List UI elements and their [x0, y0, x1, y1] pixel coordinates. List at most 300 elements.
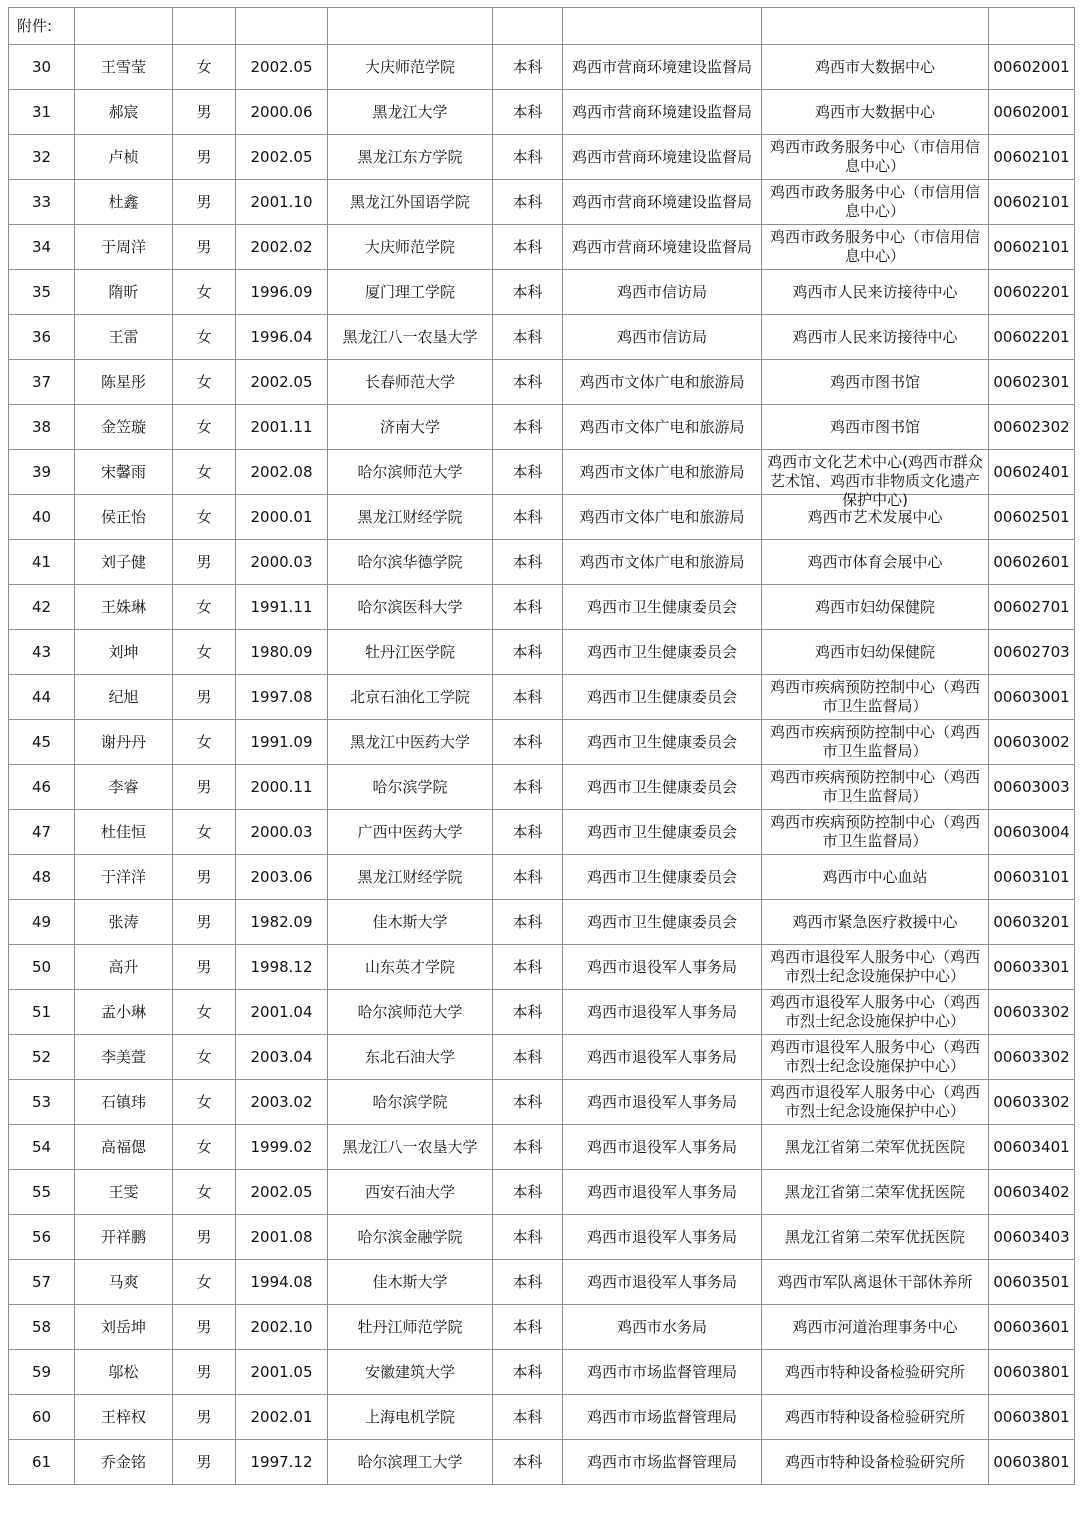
cell-position-code: 00603501 — [989, 1260, 1075, 1305]
cell-name: 侯正怡 — [75, 495, 173, 540]
cell-unit — [762, 1260, 989, 1305]
cell-index: 40 — [9, 495, 75, 540]
cell-gender: 女 — [173, 1035, 236, 1080]
cell-index: 46 — [9, 765, 75, 810]
cell-position-code: 00603801 — [989, 1350, 1075, 1395]
cell-position-code: 00602101 — [989, 135, 1075, 180]
cell-gender: 女 — [173, 270, 236, 315]
table-row — [9, 1080, 1075, 1125]
table-row — [9, 405, 1075, 450]
table-row — [9, 540, 1075, 585]
cell-degree: 本科 — [493, 1035, 563, 1080]
cell-school: 哈尔滨师范大学 — [328, 450, 493, 495]
cell-degree: 本科 — [493, 1395, 563, 1440]
cell-gender: 女 — [173, 315, 236, 360]
cell-gender: 男 — [173, 1395, 236, 1440]
cell-school: 哈尔滨华德学院 — [328, 540, 493, 585]
cell-unit — [762, 585, 989, 630]
cell-birth: 2001.10 — [236, 180, 328, 225]
table-row — [9, 810, 1075, 855]
cell-unit-text: 鸡西市退役军人服务中心（鸡西市烈士纪念设施保护中心） — [769, 1038, 980, 1075]
cell-index: 47 — [9, 810, 75, 855]
cell-department: 鸡西市卫生健康委员会 — [563, 630, 762, 675]
empty-cell — [989, 8, 1075, 45]
cell-index: 49 — [9, 900, 75, 945]
cell-position-code: 00602101 — [989, 180, 1075, 225]
cell-department: 鸡西市卫生健康委员会 — [563, 585, 762, 630]
cell-school: 大庆师范学院 — [328, 45, 493, 90]
cell-name: 宋馨雨 — [75, 450, 173, 495]
cell-birth: 2002.05 — [236, 45, 328, 90]
cell-name: 开祥鹏 — [75, 1215, 173, 1260]
cell-gender: 男 — [173, 1440, 236, 1485]
cell-degree: 本科 — [493, 810, 563, 855]
cell-department: 鸡西市营商环境建设监督局 — [563, 135, 762, 180]
cell-position-code: 00602401 — [989, 450, 1075, 495]
cell-position-code: 00602703 — [989, 630, 1075, 675]
cell-unit — [762, 855, 989, 900]
cell-unit-text: 鸡西市妇幼保健院 — [814, 597, 935, 616]
cell-school: 哈尔滨医科大学 — [328, 585, 493, 630]
cell-index: 38 — [9, 405, 75, 450]
cell-birth: 2000.01 — [236, 495, 328, 540]
cell-school: 大庆师范学院 — [328, 225, 493, 270]
cell-degree: 本科 — [493, 45, 563, 90]
cell-name: 乔金铭 — [75, 1440, 173, 1485]
cell-school: 黑龙江八一农垦大学 — [328, 315, 493, 360]
empty-cell — [236, 8, 328, 45]
cell-gender: 女 — [173, 1170, 236, 1215]
cell-name: 马爽 — [75, 1260, 173, 1305]
cell-degree: 本科 — [493, 1260, 563, 1305]
cell-birth: 1980.09 — [236, 630, 328, 675]
cell-index: 34 — [9, 225, 75, 270]
cell-position-code: 00602601 — [989, 540, 1075, 585]
cell-name: 隋昕 — [75, 270, 173, 315]
cell-unit-text: 鸡西市疾病预防控制中心（鸡西市卫生监督局） — [769, 723, 980, 760]
table-row — [9, 450, 1075, 495]
cell-position-code: 00603601 — [989, 1305, 1075, 1350]
cell-school: 上海电机学院 — [328, 1395, 493, 1440]
cell-birth: 1996.09 — [236, 270, 328, 315]
cell-position-code: 00603004 — [989, 810, 1075, 855]
cell-name: 卢桢 — [75, 135, 173, 180]
table-row — [9, 1350, 1075, 1395]
table-row — [9, 1215, 1075, 1260]
cell-department: 鸡西市文体广电和旅游局 — [563, 540, 762, 585]
cell-school: 哈尔滨理工大学 — [328, 1440, 493, 1485]
cell-unit-text: 鸡西市政务服务中心（市信用信息中心） — [769, 228, 980, 265]
cell-degree: 本科 — [493, 855, 563, 900]
attachment-row — [9, 8, 1075, 45]
cell-degree: 本科 — [493, 1080, 563, 1125]
cell-position-code: 00603201 — [989, 900, 1075, 945]
cell-index: 53 — [9, 1080, 75, 1125]
cell-birth: 2002.05 — [236, 135, 328, 180]
cell-gender: 男 — [173, 135, 236, 180]
cell-name: 金笠璇 — [75, 405, 173, 450]
cell-school: 黑龙江财经学院 — [328, 495, 493, 540]
cell-department: 鸡西市退役军人事务局 — [563, 1215, 762, 1260]
cell-degree: 本科 — [493, 585, 563, 630]
cell-index: 32 — [9, 135, 75, 180]
cell-unit — [762, 990, 989, 1035]
cell-unit — [762, 135, 989, 180]
cell-degree: 本科 — [493, 900, 563, 945]
cell-gender: 女 — [173, 585, 236, 630]
cell-gender: 男 — [173, 1350, 236, 1395]
table-row — [9, 135, 1075, 180]
cell-unit-text: 鸡西市人民来访接待中心 — [792, 282, 958, 301]
cell-position-code: 00602501 — [989, 495, 1075, 540]
cell-unit-text: 鸡西市疾病预防控制中心（鸡西市卫生监督局） — [769, 768, 980, 805]
cell-index: 58 — [9, 1305, 75, 1350]
cell-position-code: 00603302 — [989, 990, 1075, 1035]
cell-school: 黑龙江财经学院 — [328, 855, 493, 900]
cell-birth: 1999.02 — [236, 1125, 328, 1170]
table-row — [9, 1305, 1075, 1350]
empty-cell — [328, 8, 493, 45]
cell-gender: 男 — [173, 540, 236, 585]
cell-name: 郝宸 — [75, 90, 173, 135]
cell-position-code: 00603801 — [989, 1395, 1075, 1440]
table-row — [9, 945, 1075, 990]
cell-index: 55 — [9, 1170, 75, 1215]
cell-unit — [762, 1350, 989, 1395]
table-row — [9, 495, 1075, 540]
cell-index: 39 — [9, 450, 75, 495]
cell-unit — [762, 315, 989, 360]
cell-unit — [762, 810, 989, 855]
cell-name: 纪旭 — [75, 675, 173, 720]
cell-department: 鸡西市营商环境建设监督局 — [563, 90, 762, 135]
cell-school: 安徽建筑大学 — [328, 1350, 493, 1395]
cell-school: 西安石油大学 — [328, 1170, 493, 1215]
cell-degree: 本科 — [493, 180, 563, 225]
cell-gender: 男 — [173, 900, 236, 945]
cell-unit — [762, 1440, 989, 1485]
cell-birth: 2001.08 — [236, 1215, 328, 1260]
table-row — [9, 1125, 1075, 1170]
cell-position-code: 00603402 — [989, 1170, 1075, 1215]
cell-degree: 本科 — [493, 1305, 563, 1350]
cell-school: 黑龙江中医药大学 — [328, 720, 493, 765]
empty-cell — [493, 8, 563, 45]
cell-unit — [762, 1395, 989, 1440]
cell-school: 山东英才学院 — [328, 945, 493, 990]
cell-unit-text: 鸡西市特种设备检验研究所 — [784, 1407, 965, 1426]
cell-department: 鸡西市市场监督管理局 — [563, 1440, 762, 1485]
cell-degree: 本科 — [493, 1170, 563, 1215]
cell-degree: 本科 — [493, 630, 563, 675]
cell-department: 鸡西市水务局 — [563, 1305, 762, 1350]
table-row — [9, 1395, 1075, 1440]
table-row — [9, 225, 1075, 270]
cell-name: 李美萱 — [75, 1035, 173, 1080]
cell-department: 鸡西市文体广电和旅游局 — [563, 450, 762, 495]
cell-index: 30 — [9, 45, 75, 90]
cell-degree: 本科 — [493, 1125, 563, 1170]
cell-index: 35 — [9, 270, 75, 315]
table-row — [9, 180, 1075, 225]
cell-unit — [762, 900, 989, 945]
cell-degree: 本科 — [493, 675, 563, 720]
cell-index: 41 — [9, 540, 75, 585]
cell-gender: 男 — [173, 765, 236, 810]
empty-cell — [762, 8, 989, 45]
cell-school: 东北石油大学 — [328, 1035, 493, 1080]
cell-index: 57 — [9, 1260, 75, 1305]
cell-department: 鸡西市卫生健康委员会 — [563, 675, 762, 720]
cell-index: 33 — [9, 180, 75, 225]
cell-position-code: 00603002 — [989, 720, 1075, 765]
cell-name: 杜鑫 — [75, 180, 173, 225]
cell-position-code: 00602101 — [989, 225, 1075, 270]
cell-unit — [762, 1080, 989, 1125]
cell-name: 王雯 — [75, 1170, 173, 1215]
cell-position-code: 00603301 — [989, 945, 1075, 990]
cell-school: 黑龙江大学 — [328, 90, 493, 135]
cell-department: 鸡西市退役军人事务局 — [563, 1080, 762, 1125]
cell-name: 邬松 — [75, 1350, 173, 1395]
cell-index: 37 — [9, 360, 75, 405]
cell-unit-text: 鸡西市特种设备检验研究所 — [784, 1362, 965, 1381]
cell-school: 哈尔滨学院 — [328, 765, 493, 810]
cell-position-code: 00603801 — [989, 1440, 1075, 1485]
cell-position-code: 00602001 — [989, 45, 1075, 90]
cell-name: 高福偲 — [75, 1125, 173, 1170]
cell-position-code: 00603001 — [989, 675, 1075, 720]
cell-degree: 本科 — [493, 360, 563, 405]
table-row — [9, 1035, 1075, 1080]
cell-school: 牡丹江医学院 — [328, 630, 493, 675]
cell-unit-text: 鸡西市图书馆 — [829, 372, 920, 391]
cell-unit — [762, 720, 989, 765]
cell-unit — [762, 360, 989, 405]
cell-school: 佳木斯大学 — [328, 900, 493, 945]
cell-unit — [762, 765, 989, 810]
cell-name: 于洋洋 — [75, 855, 173, 900]
cell-gender: 女 — [173, 495, 236, 540]
cell-birth: 1997.08 — [236, 675, 328, 720]
cell-position-code: 00603403 — [989, 1215, 1075, 1260]
cell-birth: 2003.02 — [236, 1080, 328, 1125]
cell-unit-text: 鸡西市图书馆 — [829, 417, 920, 436]
cell-department: 鸡西市文体广电和旅游局 — [563, 405, 762, 450]
roster-body — [9, 8, 1075, 1485]
table-row — [9, 720, 1075, 765]
cell-unit-text: 鸡西市疾病预防控制中心（鸡西市卫生监督局） — [769, 678, 980, 715]
cell-degree: 本科 — [493, 945, 563, 990]
table-row — [9, 45, 1075, 90]
cell-school: 哈尔滨学院 — [328, 1080, 493, 1125]
cell-school: 北京石油化工学院 — [328, 675, 493, 720]
cell-gender: 女 — [173, 450, 236, 495]
cell-gender: 女 — [173, 1260, 236, 1305]
cell-gender: 男 — [173, 1305, 236, 1350]
cell-index: 52 — [9, 1035, 75, 1080]
cell-school: 黑龙江东方学院 — [328, 135, 493, 180]
cell-gender: 男 — [173, 855, 236, 900]
cell-index: 51 — [9, 990, 75, 1035]
cell-name: 张涛 — [75, 900, 173, 945]
cell-birth: 1996.04 — [236, 315, 328, 360]
cell-birth: 1991.11 — [236, 585, 328, 630]
cell-gender: 女 — [173, 810, 236, 855]
cell-school: 济南大学 — [328, 405, 493, 450]
cell-department: 鸡西市卫生健康委员会 — [563, 720, 762, 765]
cell-department: 鸡西市退役军人事务局 — [563, 1035, 762, 1080]
cell-name: 王雷 — [75, 315, 173, 360]
attachment-label: 附件: — [9, 8, 75, 45]
cell-index: 60 — [9, 1395, 75, 1440]
empty-cell — [563, 8, 762, 45]
cell-index: 43 — [9, 630, 75, 675]
cell-unit — [762, 1125, 989, 1170]
cell-department: 鸡西市信访局 — [563, 315, 762, 360]
cell-degree: 本科 — [493, 90, 563, 135]
cell-unit — [762, 675, 989, 720]
cell-unit — [762, 630, 989, 675]
cell-index: 45 — [9, 720, 75, 765]
cell-department: 鸡西市营商环境建设监督局 — [563, 180, 762, 225]
empty-cell — [173, 8, 236, 45]
cell-birth: 2003.06 — [236, 855, 328, 900]
cell-gender: 男 — [173, 945, 236, 990]
cell-department: 鸡西市市场监督管理局 — [563, 1395, 762, 1440]
cell-birth: 2002.05 — [236, 1170, 328, 1215]
cell-gender: 男 — [173, 675, 236, 720]
cell-birth: 2002.01 — [236, 1395, 328, 1440]
cell-index: 61 — [9, 1440, 75, 1485]
cell-gender: 男 — [173, 90, 236, 135]
cell-department: 鸡西市退役军人事务局 — [563, 990, 762, 1035]
cell-department: 鸡西市卫生健康委员会 — [563, 810, 762, 855]
cell-gender: 女 — [173, 1080, 236, 1125]
cell-name: 谢丹丹 — [75, 720, 173, 765]
cell-position-code: 00602701 — [989, 585, 1075, 630]
cell-name: 刘坤 — [75, 630, 173, 675]
cell-unit — [762, 1035, 989, 1080]
cell-gender: 女 — [173, 45, 236, 90]
cell-school: 厦门理工学院 — [328, 270, 493, 315]
cell-unit-text: 鸡西市中心血站 — [822, 867, 928, 886]
cell-birth: 2000.06 — [236, 90, 328, 135]
cell-unit-text: 鸡西市特种设备检验研究所 — [784, 1452, 965, 1471]
cell-unit — [762, 180, 989, 225]
cell-birth: 1997.12 — [236, 1440, 328, 1485]
cell-position-code: 00603302 — [989, 1035, 1075, 1080]
table-row — [9, 90, 1075, 135]
cell-birth: 1982.09 — [236, 900, 328, 945]
cell-degree: 本科 — [493, 540, 563, 585]
cell-position-code: 00602302 — [989, 405, 1075, 450]
cell-position-code: 00602301 — [989, 360, 1075, 405]
cell-unit — [762, 45, 989, 90]
cell-unit-text: 鸡西市政务服务中心（市信用信息中心） — [769, 183, 980, 220]
empty-cell — [75, 8, 173, 45]
cell-unit-text: 鸡西市军队离退休干部休养所 — [777, 1272, 973, 1291]
cell-degree: 本科 — [493, 270, 563, 315]
cell-birth: 2000.11 — [236, 765, 328, 810]
cell-school: 佳木斯大学 — [328, 1260, 493, 1305]
cell-position-code: 00602001 — [989, 90, 1075, 135]
cell-unit-text: 黑龙江省第二荣军优抚医院 — [784, 1227, 965, 1246]
cell-department: 鸡西市卫生健康委员会 — [563, 900, 762, 945]
table-row — [9, 855, 1075, 900]
cell-degree: 本科 — [493, 135, 563, 180]
table-row — [9, 675, 1075, 720]
cell-unit-text: 黑龙江省第二荣军优抚医院 — [784, 1182, 965, 1201]
cell-unit-text: 鸡西市大数据中心 — [814, 102, 935, 121]
table-row — [9, 630, 1075, 675]
cell-position-code: 00603003 — [989, 765, 1075, 810]
cell-degree: 本科 — [493, 495, 563, 540]
table-row — [9, 900, 1075, 945]
cell-department: 鸡西市退役军人事务局 — [563, 945, 762, 990]
cell-unit-text: 鸡西市大数据中心 — [814, 57, 935, 76]
cell-school: 广西中医药大学 — [328, 810, 493, 855]
cell-position-code: 00602201 — [989, 270, 1075, 315]
cell-birth: 2001.11 — [236, 405, 328, 450]
cell-school: 黑龙江外国语学院 — [328, 180, 493, 225]
cell-degree: 本科 — [493, 405, 563, 450]
cell-birth: 2002.05 — [236, 360, 328, 405]
cell-degree: 本科 — [493, 720, 563, 765]
cell-index: 59 — [9, 1350, 75, 1395]
cell-name: 王姝琳 — [75, 585, 173, 630]
cell-unit-text: 鸡西市退役军人服务中心（鸡西市烈士纪念设施保护中心） — [769, 993, 980, 1030]
cell-unit — [762, 450, 989, 509]
cell-gender: 女 — [173, 990, 236, 1035]
cell-department: 鸡西市文体广电和旅游局 — [563, 495, 762, 540]
cell-gender: 女 — [173, 630, 236, 675]
cell-name: 王梓权 — [75, 1395, 173, 1440]
cell-unit — [762, 405, 989, 450]
cell-department: 鸡西市文体广电和旅游局 — [563, 360, 762, 405]
cell-unit-text: 鸡西市体育会展中心 — [807, 552, 943, 571]
cell-birth: 2000.03 — [236, 540, 328, 585]
cell-gender: 女 — [173, 405, 236, 450]
cell-unit-text: 鸡西市文化艺术中心(鸡西市群众艺术馆、鸡西市非物质文化遗产保护中心) — [767, 453, 983, 509]
cell-department: 鸡西市信访局 — [563, 270, 762, 315]
cell-unit — [762, 1170, 989, 1215]
cell-department: 鸡西市退役军人事务局 — [563, 1260, 762, 1305]
cell-department: 鸡西市卫生健康委员会 — [563, 765, 762, 810]
cell-gender: 男 — [173, 180, 236, 225]
cell-degree: 本科 — [493, 990, 563, 1035]
cell-name: 孟小琳 — [75, 990, 173, 1035]
cell-birth: 2000.03 — [236, 810, 328, 855]
cell-unit-text: 鸡西市退役军人服务中心（鸡西市烈士纪念设施保护中心） — [769, 1083, 980, 1120]
cell-degree: 本科 — [493, 1440, 563, 1485]
cell-unit — [762, 1305, 989, 1350]
cell-gender: 男 — [173, 1215, 236, 1260]
cell-school: 哈尔滨金融学院 — [328, 1215, 493, 1260]
table-row — [9, 990, 1075, 1035]
cell-degree: 本科 — [493, 225, 563, 270]
table-row — [9, 315, 1075, 360]
cell-birth: 1994.08 — [236, 1260, 328, 1305]
cell-index: 44 — [9, 675, 75, 720]
cell-name: 刘岳坤 — [75, 1305, 173, 1350]
cell-unit-text: 鸡西市妇幼保健院 — [814, 642, 935, 661]
table-row — [9, 1260, 1075, 1305]
cell-birth: 1998.12 — [236, 945, 328, 990]
cell-gender: 男 — [173, 225, 236, 270]
table-row — [9, 360, 1075, 405]
cell-department: 鸡西市市场监督管理局 — [563, 1350, 762, 1395]
